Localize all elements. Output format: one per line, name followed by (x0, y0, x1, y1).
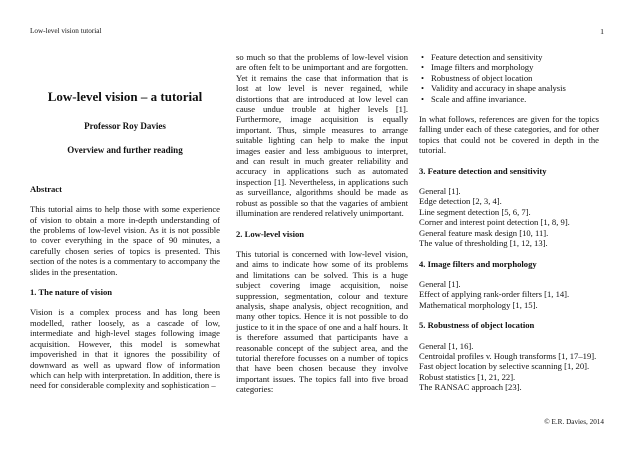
reference-line: Mathematical morphology [1, 15]. (419, 299, 538, 310)
document-title: Low-level vision – a tutorial (47, 89, 203, 104)
topic-list-item: • Feature detection and sensitivity (419, 52, 599, 62)
topic-list (419, 52, 599, 104)
abstract-text: This tutorial aims to help those with some experience of vision to obtain a more in-depth understanding of the problems of low-level vision. As it is not possible to cover everything in the space of 90 minutes, a carefully chosen series of topics is presented. This section of the notes is a commentary to accompany the slides in the presentation. (30, 204, 220, 277)
reference-line: Fast object location by selective scanning [1, 20]. (419, 361, 590, 372)
section-1-text-continued: so much so that the problems of low-level vision are often felt to be unimportant and are forgotten. Yet it remains the case that information that is lost at low level is never regained, while distortions that are introduced at low level can cause undue trouble at higher levels [1]. Furthermore, image acquisition is equally important. Thus, simple measures to arrange suitable lighting can help to make the input images easier and less ambiguous to interpret, and can result in much greater reliability and accuracy in applications such as automated inspection [1]. Nevertheless, in applications such as surveillance, algorithms should be made as robust as possible so that the vagaries of ambient illumination are rendered relatively unimportant. (236, 52, 408, 219)
topic-list-item: • Validity and accuracy in shape analysis (419, 83, 599, 93)
topic-list-item: • Image filters and morphology (419, 62, 599, 72)
section-3-heading: 3. Feature detection and sensitivity (419, 165, 547, 176)
section-1-heading: 1. The nature of vision (30, 287, 113, 298)
topic-list-item: • Scale and affine invariance. (419, 94, 599, 104)
reference-line: General [1]. (419, 278, 461, 289)
reference-line: Corner and interest point detection [1, 8, 9]. (419, 217, 570, 228)
section-4-heading: 4. Image filters and morphology (419, 258, 537, 269)
copyright-footer: © E.R. Davies, 2014 (544, 418, 604, 426)
section-5-heading: 5. Robustness of object location (419, 320, 535, 331)
reference-line: General [1, 16]. (419, 340, 474, 351)
column-1 (30, 52, 220, 391)
section-4-refs (419, 279, 599, 310)
section-3-refs (419, 186, 599, 248)
section-2-text: This tutorial is concerned with low-level vision, and aims to indicate how some of its problems and limitations can be solved. This is a huge subject covering image acquisition, noise suppression, segmentation, colour and texture analysis, shape analysis, object recognition, and many other topics. Hence it is not possible to do justice to it in the space of one and a half hours. It is therefore assumed that participants have a reasonable concept of the subject area, and the tutorial therefore focusses on a number of topics that have been chosen because they involve important issues. The topics fall into five broad categories: (236, 248, 408, 395)
section-1-text: Vision is a complex process and has long been modelled, rather loosely, as a cascade of low, intermediate and high-level stages following image acquisition. However, this model is somewhat impoverished in that it ignores the possibility of downward as well as upward flow of information which can help with interpretation. In addition, there is need for considerable complexity and sophistication – (30, 307, 220, 391)
reference-line: Robust statistics [1, 21, 22]. (419, 371, 516, 382)
abstract-heading: Abstract (30, 183, 62, 194)
page-number: 1 (600, 27, 604, 36)
author-name: Professor Roy Davies (84, 121, 166, 131)
column-3 (419, 52, 599, 393)
topic-list-item: • Robustness of object location (419, 73, 599, 83)
section-2-followup: In what follows, references are given for the topics falling under each of these categories, and for other topics that could not be covered in depth in the tutorial. (419, 114, 599, 156)
reference-line: General feature mask design [10, 11]. (419, 227, 549, 238)
running-header: Low-level vision tutorial (30, 27, 102, 35)
reference-line: The value of thresholding [1, 12, 13]. (419, 238, 548, 249)
reference-line: General [1]. (419, 186, 461, 197)
column-2 (236, 52, 408, 395)
section-2-heading: 2. Low-level vision (236, 228, 305, 239)
reference-line: Effect of applying rank-order filters [1, 14]. (419, 289, 570, 300)
reference-line: Line segment detection [5, 6, 7]. (419, 206, 531, 217)
section-5-refs (419, 341, 599, 393)
document-subtitle: Overview and further reading (67, 145, 183, 156)
reference-line: The RANSAC approach [23]. (419, 382, 522, 393)
reference-line: Edge detection [2, 3, 4]. (419, 196, 502, 207)
reference-line: Centroidal profiles v. Hough transforms [1, 17–19]. (419, 350, 597, 361)
